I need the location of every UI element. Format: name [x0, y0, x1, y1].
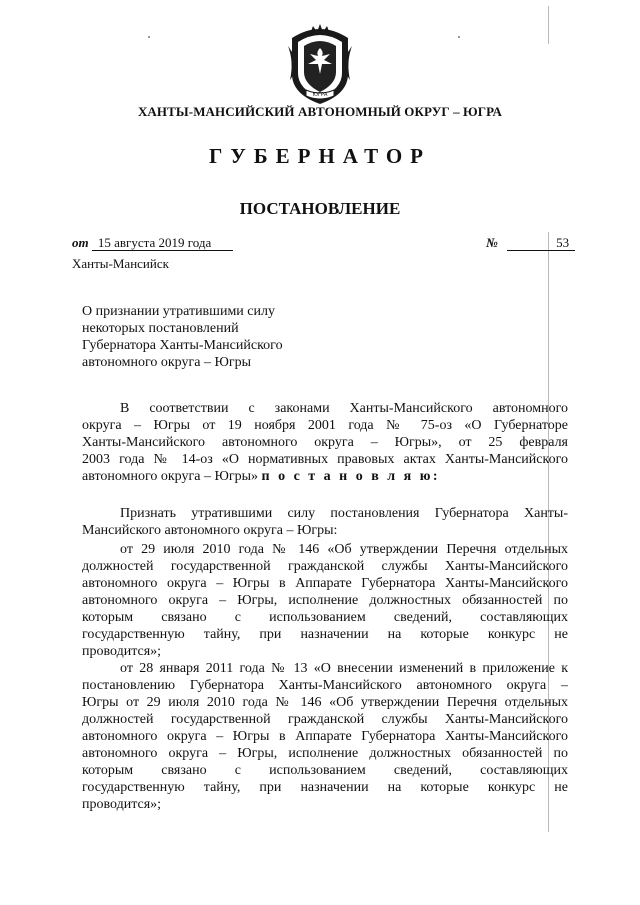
- keyword-colon: :: [432, 469, 438, 484]
- number-prefix: №: [486, 235, 498, 250]
- title-line: автономного округа – Югры: [82, 355, 251, 370]
- text-line: Признать утратившими силу постановления Губернатора Ханты-: [120, 506, 568, 521]
- title-line: некоторых постановлений: [82, 321, 239, 336]
- text-line: должностей государственной гражданской службы Ханты-Мансийского: [82, 712, 568, 727]
- text-line: государственную тайну, при назначении на которые конкурс не: [82, 780, 568, 795]
- text-line: от 28 января 2011 года № 13 «О внесении изменений в приложение к: [120, 661, 568, 676]
- text-line: которым связано с использованием сведений, составляющих: [82, 610, 568, 625]
- text-line: которым связано с использованием сведений, составляющих: [82, 763, 568, 778]
- text-line: Югры от 29 июля 2010 года № 146 «Об утверждении Перечня отдельных: [82, 695, 568, 710]
- scan-dot: [148, 36, 150, 38]
- coat-of-arms-emblem: [284, 22, 356, 106]
- emblem-ribbon-text: ЮГРА: [312, 92, 328, 98]
- text-fragment: автономного округа – Югры»: [82, 469, 258, 484]
- text-line: автономного округа – Югры в Аппарате Губернатора Ханты-Мансийского: [82, 576, 568, 591]
- text-line: 2003 года № 14-оз «О нормативных правовых актах Ханты-Мансийского: [82, 452, 568, 467]
- text-line: должностей государственной гражданской службы Ханты-Мансийского: [82, 559, 568, 574]
- date-prefix: от: [72, 235, 89, 250]
- city-name: Ханты-Мансийск: [72, 256, 169, 271]
- document-title: [82, 303, 283, 371]
- text-line: постановлению Губернатора Ханты-Мансийского автономного округа –: [82, 678, 568, 693]
- text-line: автономного округа – Югры в Аппарате Губернатора Ханты-Мансийского: [82, 729, 568, 744]
- text-line: Мансийского автономного округа – Югры:: [82, 523, 338, 538]
- text-line: проводится»;: [82, 644, 162, 659]
- text-line: Ханты-Мансийского автономного округа – Югры», от 25 февраля: [82, 435, 568, 450]
- region-heading: ХАНТЫ-МАНСИЙСКИЙ АВТОНОМНЫЙ ОКРУГ – ЮГРА: [137, 104, 503, 119]
- text-line: [82, 468, 568, 485]
- scan-line: [548, 6, 549, 44]
- text-line: округа – Югры от 19 ноября 2001 года № 75-оз «О Губернаторе: [82, 418, 568, 433]
- text-line: от 29 июля 2010 года № 146 «Об утверждении Перечня отдельных: [120, 542, 568, 557]
- text-line: В соответствии с законами Ханты-Мансийского автономного: [120, 401, 568, 416]
- repealed-item-2: [82, 660, 568, 813]
- title-line: Губернатора Ханты-Мансийского: [82, 338, 283, 353]
- resolution-intro: [82, 505, 568, 539]
- number-value: 53: [507, 236, 575, 251]
- text-line: проводится»;: [82, 797, 162, 812]
- document-date: [72, 235, 233, 251]
- governor-heading: ГУБЕРНАТОР: [208, 144, 432, 168]
- repealed-item-1: [82, 541, 568, 660]
- document-type-heading: ПОСТАНОВЛЕНИЕ: [239, 199, 401, 218]
- text-line: автономного округа – Югры, исполнение должностных обязанностей по: [82, 593, 568, 608]
- document-number: [486, 235, 575, 251]
- text-line: государственную тайну, при назначении на которые конкурс не: [82, 627, 568, 642]
- title-line: О признании утратившими силу: [82, 304, 275, 319]
- scan-dot: [458, 36, 460, 38]
- date-value: 15 августа 2019 года: [92, 236, 233, 251]
- preamble-paragraph: [82, 400, 568, 485]
- text-line: автономного округа – Югры, исполнение должностных обязанностей по: [82, 746, 568, 761]
- resolution-keyword: п о с т а н о в л я ю: [261, 469, 433, 484]
